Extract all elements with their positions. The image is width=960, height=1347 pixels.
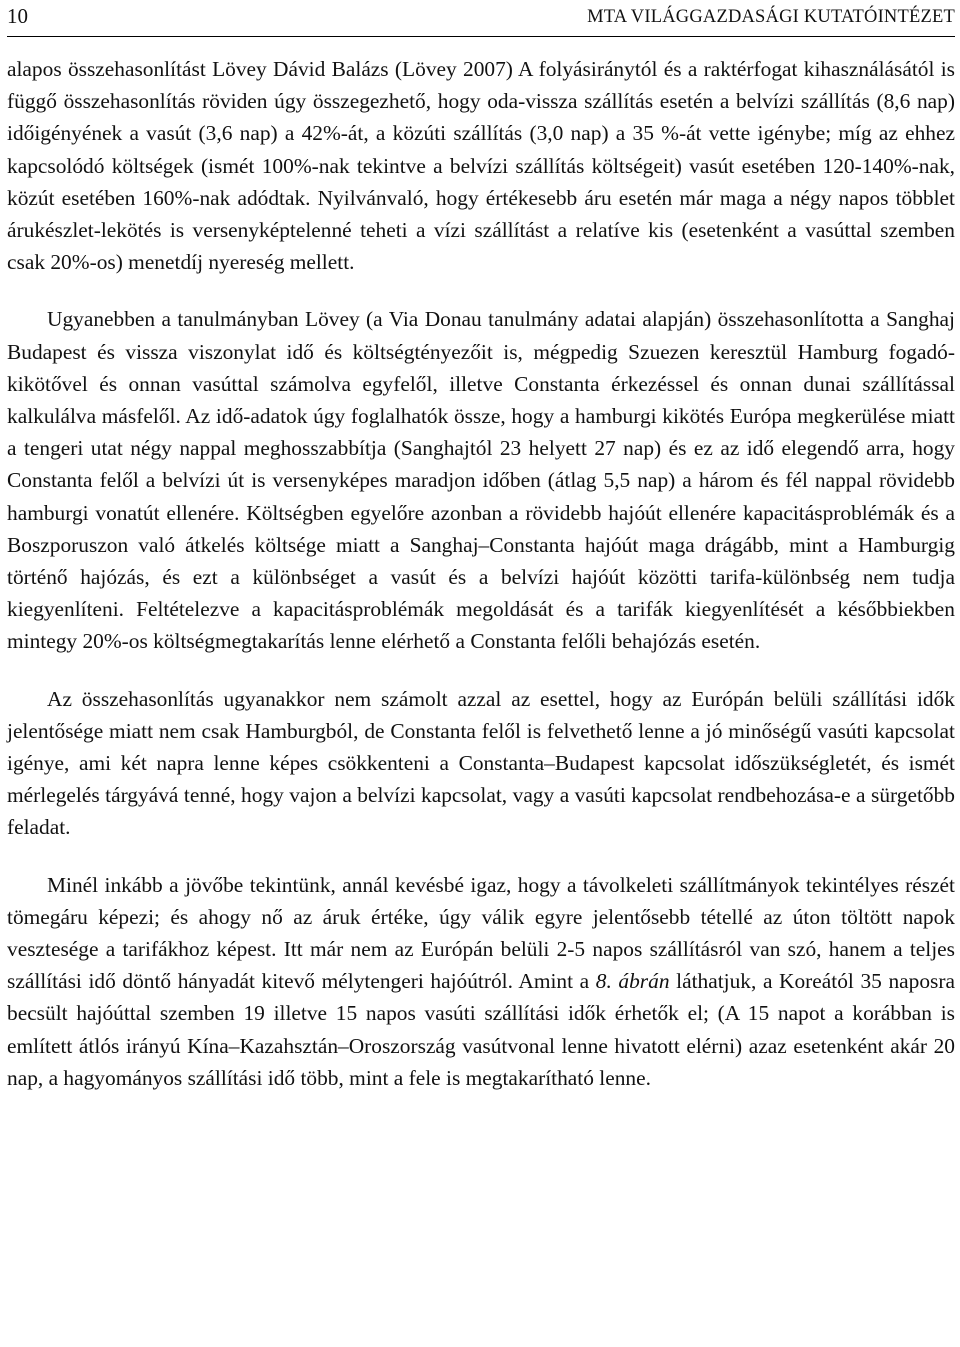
figure-reference: 8. ábrán xyxy=(595,969,670,994)
paragraph-2: Ugyanebben a tanulmányban Lövey (a Via Donau tanulmány adatai alapján) összehasonlította a Sanghaj Budapest és vissza viszonylat idő és költségtényezőit is, mégpedig Szuezen keresztül Hamburg fogadó-kikötővel és onnan vasúttal számolva egyfelől, illetve Constanta érkezéssel és onnan dunai szállítással kalkulálva másfelől. Az idő-adatok úgy foglalhatók össze, hogy a hamburgi kikötés Európa megkerülése miatt a tengeri utat négy nappal meghosszabbítja (Sanghajtól 23 helyett 27 nap) és ez az idő elegendő arra, hogy Constanta felől a belvízi út is versenyképes maradjon időben (átlag 5,5 nap) a három és fél nappal rövidebb hamburgi vonatút ellenére. Költségben egyelőre azonban a rövidebb hajóút ellenére kapacitásproblémák és a Boszporuszon való átkelés költsége miatt a Sanghaj–Constanta hajóút maga drágább, mint a Hamburgig történő hajózás, és ezt a különbséget a vasút és a belvízi hajóút közötti tarifa-különbség nem tudja kiegyenlíteni. Feltételezve a kapacitásproblémák megoldását és a tarifák kiegyenlítését a későbbiekben mintegy 20%-os költségmegtakarítás lenne elérhető a Constanta felőli behajózás esetén. xyxy=(7,307,955,654)
paragraph-1: alapos összehasonlítást Lövey Dávid Balázs (Lövey 2007) A folyásiránytól és a raktérfogat kihasználásától is függő összehasonlítás röviden úgy összegezhető, hogy oda-vissza szállítás esetén a belvízi szállítás (8,6 nap) időigényének a vasút (3,6 nap) a 42%-át, a közúti szállítás (3,0 nap) a 35 %-át vette igénybe; míg az ehhez kapcsolódó költségek (ismét 100%-nak tekintve a belvízi szállítás költségeit) vasút esetében 120-140%-nak, közút esetében 160%-nak adódtak. Nyilvánvaló, hogy értékesebb áru esetén már maga a négy napos többlet árukészlet-lekötés is versenyképtelenné teheti a vízi szállítást a relatíve kis (esetenként a vasúttal szemben csak 20%-os) menetdíj nyereség mellett. xyxy=(7,57,955,275)
body-text xyxy=(7,53,955,1094)
paragraph-4-text-before: Minél inkább a jövőbe tekintünk, annál kevésbé igaz, hogy a távolkeleti szállítmányok tekintélyes részét tömegáru képezi; és ahogy nő az áruk értéke, úgy válik egyre jelentősebb tétellé az úton töltött napok vesztesége a tarifákhoz képest. Itt már nem az Európán belüli 2-5 napos szállításról van szó, hanem a teljes szállítási idő döntő hányadát kitevő mélytengeri hajóútról. Amint a xyxy=(7,872,955,994)
paragraph-3: Az összehasonlítás ugyanakkor nem számolt azzal az esettel, hogy az Európán belüli szállítási idők jelentősége miatt nem csak Hamburgból, de Constanta felől is felvethető lenne a jó minőségű vasúti kapcsolat igénye, ami két napra lenne képes csökkenteni a Constanta–Budapest kapcsolat időszükségletét, és ismét mérlegelés tárgyává tenné, hogy vajon a belvízi kapcsolat, vagy a vasúti kapcsolat rendbehozása-e a sürgetőbb feladat. xyxy=(7,686,955,840)
paragraph-4-text-after: láthatjuk, a Koreától 35 naposra becsült hajóúttal szemben 19 illetve 15 napos vasúti szállítási idők érhetők el; (A 15 napot a korábban is említett átlós irányú Kína–Kazahsztán–Oroszország vasútvonal lenne hivatott elérni) azaz esetenként akár 20 nap, a hagyományos szállítási idő több, mint a fele is megtakarítható lenne. xyxy=(7,969,956,1090)
paragraph-4 xyxy=(7,869,955,1094)
running-head: MTA VILÁGGAZDASÁGI KUTATÓINTÉZET xyxy=(587,7,955,27)
page-number: 10 xyxy=(7,4,28,28)
document-page xyxy=(7,0,955,1094)
page-header xyxy=(7,0,955,37)
